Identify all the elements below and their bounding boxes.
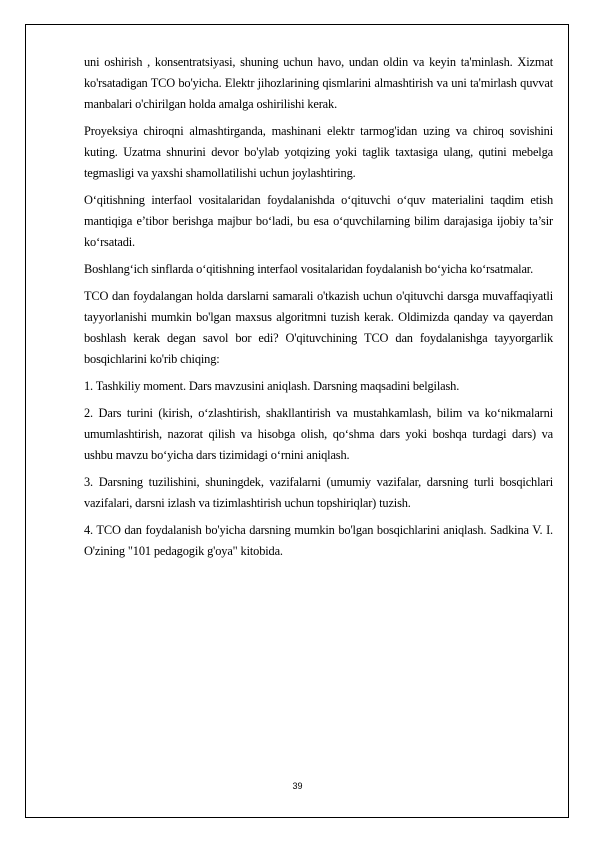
paragraph-8: 3. Darsning tuzilishini, shuningdek, vazifalarni (umumiy vazifalar, darsning turli bosqichlari vazifalari, darsni izlash va tizimlashtirish uchun topshiriqlar) tuzish. [84, 475, 553, 510]
paragraph-9: 4. TCO dan foydalanish bo'yicha darsning mumkin bo'lgan bosqichlarini aniqlash. Sadkina V. I. O'zining "101 pedagogik g'oya" kitobida. [84, 523, 553, 558]
paragraph-5: TCO dan foydalangan holda darslarni samarali o'tkazish uchun o'qituvchi darsga muvaffaqiyatli tayyorlanishi mumkin bo'lgan maxsus algoritmni tuzish kerak. Oldimizda qanday va qayerdan boshlash kerak degan savol bor edi? O'qituvchining TCO dan foydalanishga tayyorgarlik bosqichlarini ko'rib chiqing: [84, 289, 553, 366]
paragraph-4: Boshlang‘ich sinflarda o‘qitishning interfaol vositalaridan foydalanish bo‘yicha ko‘rsatmalar. [84, 262, 534, 276]
page-number: 39 [292, 781, 303, 791]
paragraph-2: Proyeksiya chiroqni almashtirganda, mashinani elektr tarmog'idan uzing va chiroq sovishini kuting. Uzatma shnurini devor bo'ylab yotqizing yoki taglik taxtasiga ulang, qutini mebelga tegmasligi va yaxshi shamollatilishi uchun joylashtiring. [84, 124, 553, 180]
paragraph-1: uni oshirish , konsentratsiyasi, shuning uchun havo, undan oldin va keyin ta'minlash. Xizmat ko'rsatadigan TCO bo'yicha. Elektr jihozlarining qismlarini almashtirish va uni ta'mirlash quvvat manbalari o'chirilgan holda amalga oshirilishi kerak. [84, 55, 553, 111]
paragraph-7: 2. Dars turini (kirish, o‘zlashtirish, shakllantirish va mustahkamlash, bilim va ko‘nikmalarni umumlashtirish, nazorat qilish va hisobga olish, qo‘shma dars yoki boshqa turdagi dars) va ushbu mavzu bo‘yicha dars tizimidagi o‘rnini aniqlash. [84, 406, 553, 462]
paragraph-3: O‘qitishning interfaol vositalaridan foydalanishda o‘qituvchi o‘quv materialini taqdim etish mantiqiga e’tibor berishga majbur bo‘ladi, bu esa o‘quvchilarning bilim darajasiga ijobiy ta’sir ko‘rsatadi. [84, 193, 553, 249]
document-body [84, 52, 553, 568]
paragraph-6: 1. Tashkiliy moment. Dars mavzusini aniqlash. Darsning maqsadini belgilash. [84, 379, 460, 393]
